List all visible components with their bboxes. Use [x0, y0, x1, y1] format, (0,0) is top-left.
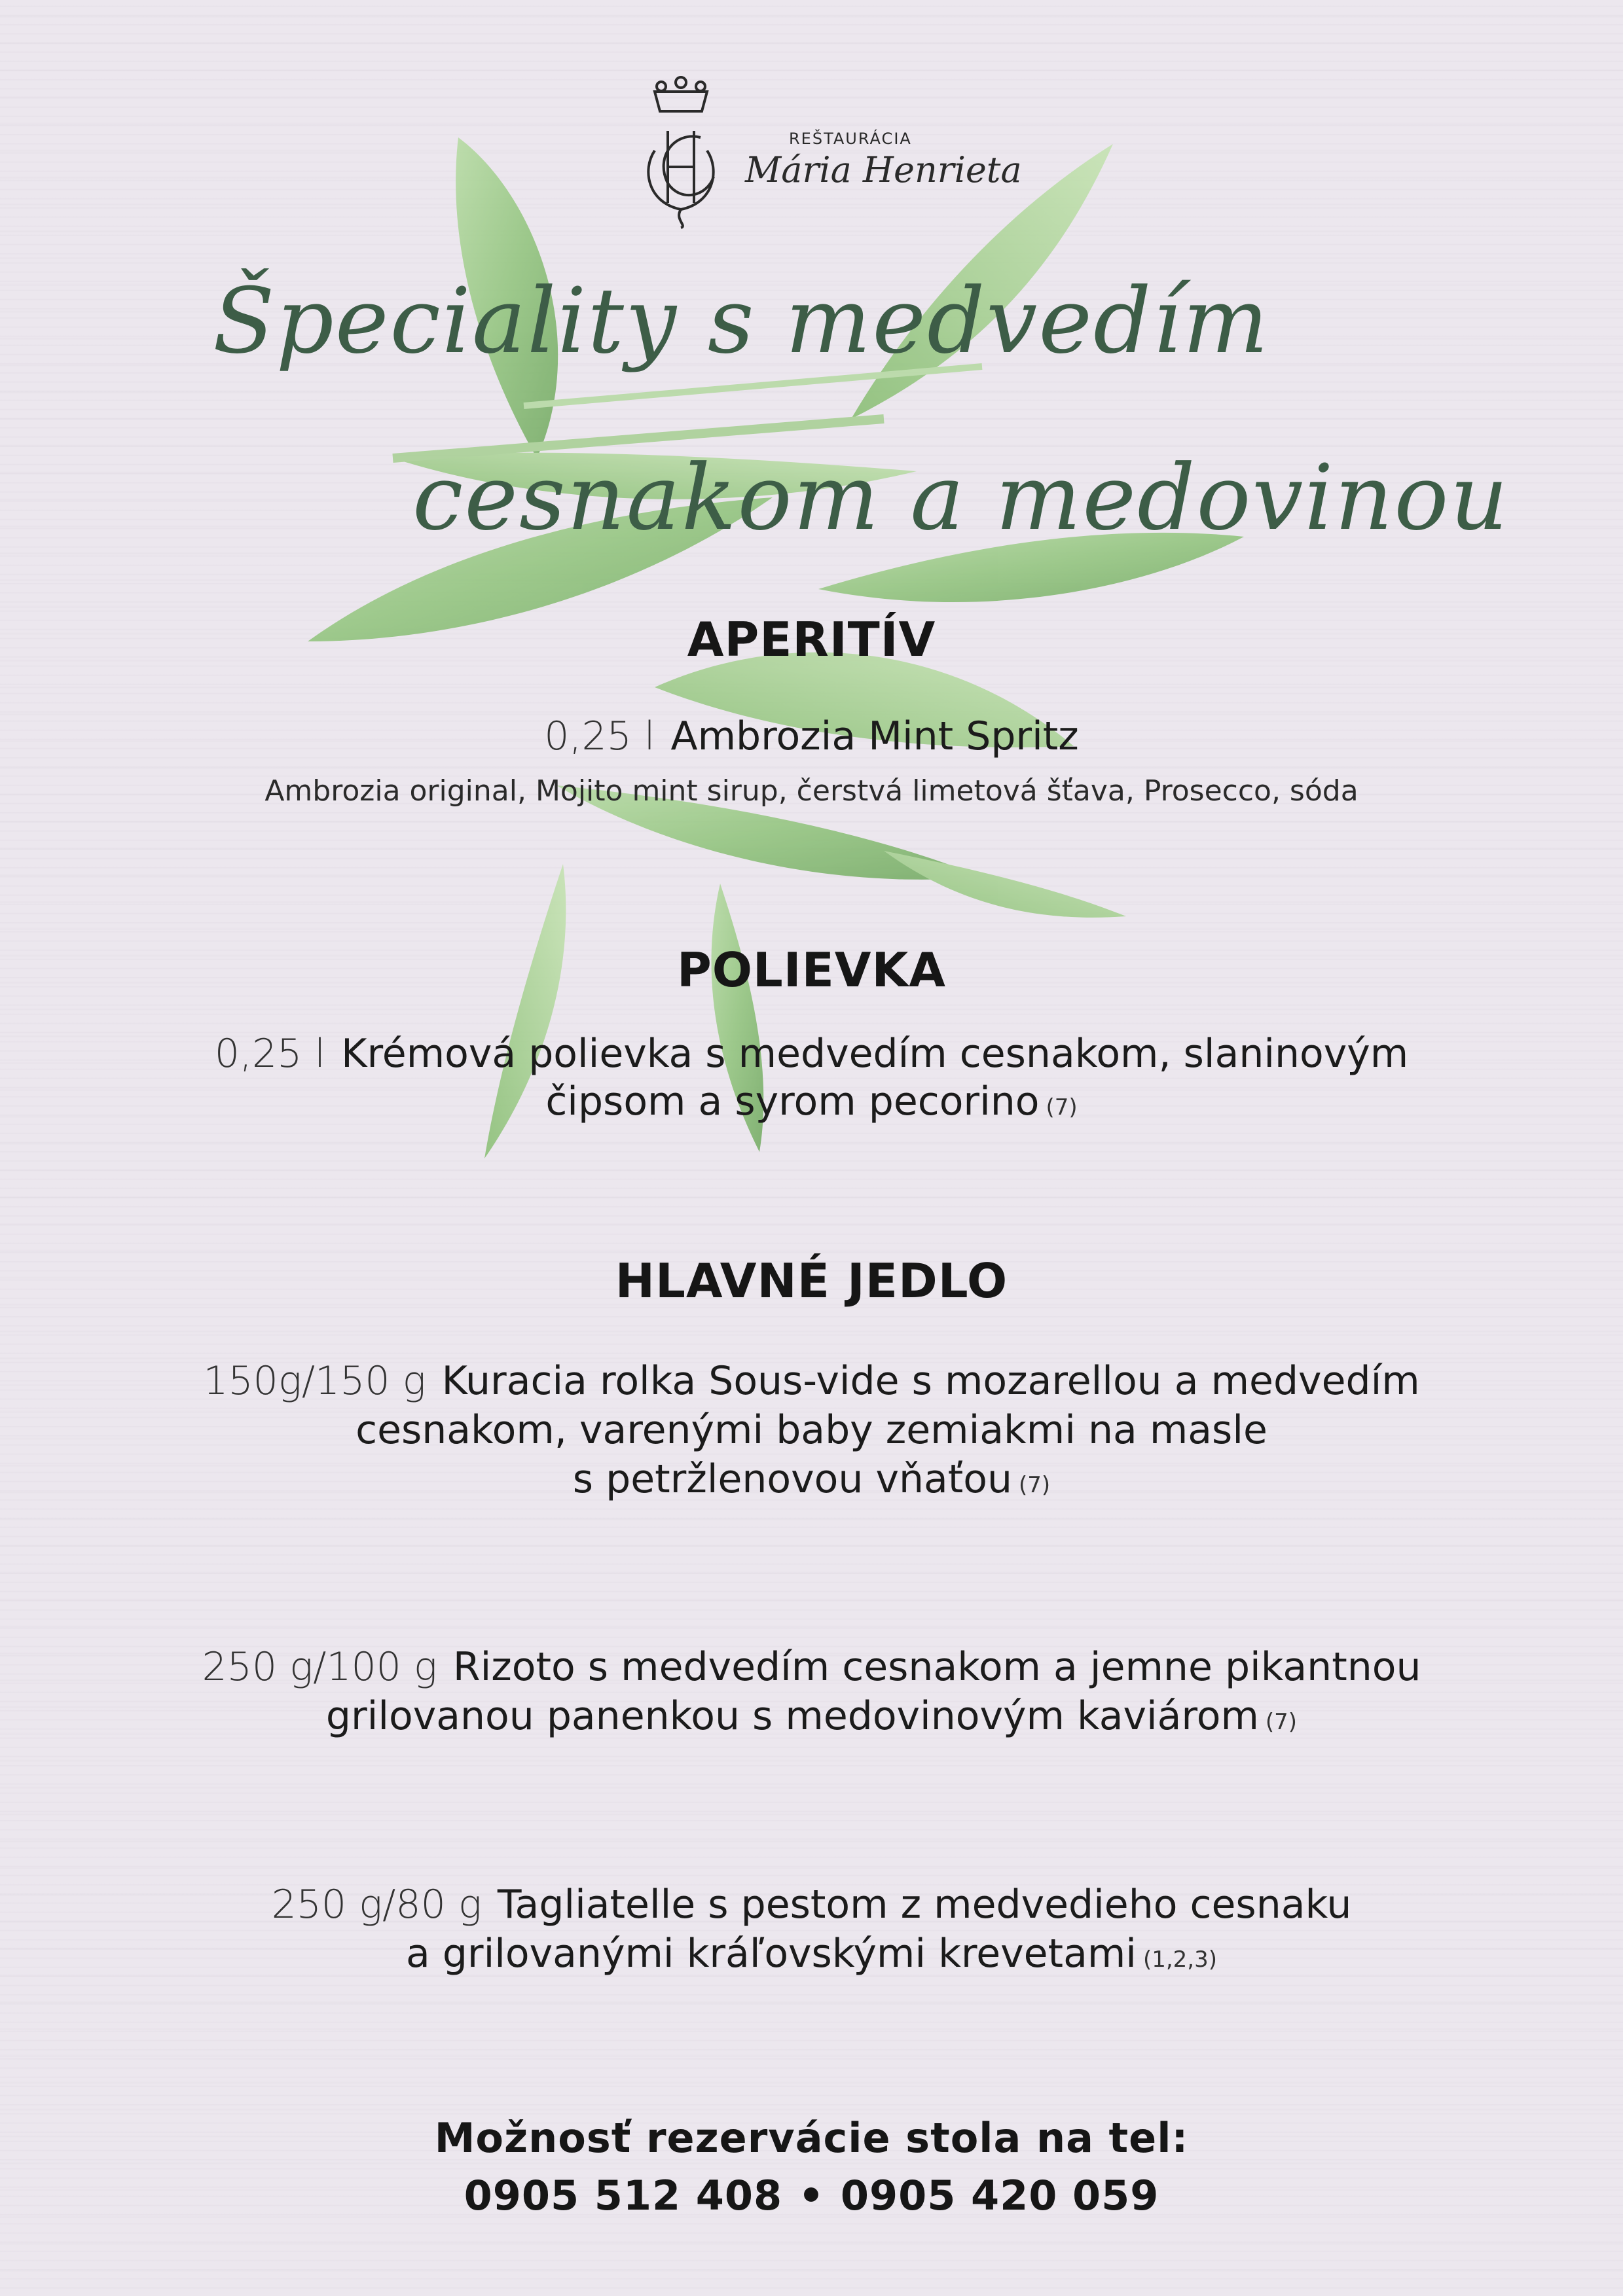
item-text: Rizoto s medvedím cesnakom a jemne pikantnou: [452, 1644, 1421, 1690]
main-item-1-line3: [0, 1456, 1623, 1502]
reservation-phones: [0, 2172, 1623, 2219]
allergen-codes: (7): [1265, 1709, 1298, 1735]
item-quantity: 250 g/80 g: [271, 1882, 482, 1928]
item-text: Krémová polievka s medvedím cesnakom, slaninovým: [341, 1031, 1409, 1077]
polievka-item-line2: [0, 1079, 1623, 1124]
item-name: Ambrozia Mint Spritz: [670, 713, 1079, 759]
aperitiv-item: [0, 713, 1623, 759]
main-item-3-line2: [0, 1931, 1623, 1977]
phone-separator: •: [798, 2172, 825, 2219]
item-text: čipsom a syrom pecorino: [545, 1079, 1040, 1124]
item-text: a grilovanými kráľovskými krevetami: [406, 1931, 1137, 1977]
item-text: Kuracia rolka Sous-vide s mozarellou a medvedím: [441, 1358, 1420, 1404]
item-quantity: 250 g/100 g: [202, 1644, 437, 1690]
logo-name: Mária Henrieta: [745, 149, 1022, 190]
item-quantity: 150g/150 g: [203, 1358, 426, 1404]
section-heading-aperitiv: APERITÍV: [687, 612, 936, 667]
main-item-2-line2: [0, 1693, 1623, 1739]
page-title-line2: cesnakom a medovinou: [412, 445, 1510, 550]
aperitiv-description: Ambrozia original, Mojito mint sirup, čerstvá limetová šťava, Prosecco, sóda: [264, 774, 1359, 808]
restaurant-logo: [629, 72, 1061, 229]
allergen-codes: (1,2,3): [1142, 1946, 1217, 1973]
main-item-3-line1: [0, 1882, 1623, 1928]
allergen-codes: (7): [1019, 1472, 1051, 1498]
main-item-1-line1: [0, 1358, 1623, 1404]
logo-subtitle: REŠTAURÁCIA: [789, 130, 912, 148]
section-heading-polievka: POLIEVKA: [676, 942, 947, 997]
item-quantity: 0,25 l: [214, 1031, 326, 1077]
phone-number-1[interactable]: 0905 512 408: [464, 2172, 783, 2219]
monogram-crest-icon: [629, 72, 733, 229]
phone-number-2[interactable]: 0905 420 059: [840, 2172, 1159, 2219]
item-text: s petržlenovou vňaťou: [572, 1456, 1013, 1502]
main-item-1-line2: cesnakom, varenými baby zemiakmi na masle: [356, 1407, 1267, 1453]
reservation-label: Možnosť rezervácie stola na tel:: [434, 2114, 1189, 2162]
item-text: grilovanou panenkou s medovinovým kaviárom: [325, 1693, 1259, 1739]
section-heading-hlavne-jedlo: HLAVNÉ JEDLO: [615, 1253, 1008, 1308]
polievka-item-line1: [0, 1031, 1623, 1077]
main-item-2-line1: [0, 1644, 1623, 1690]
allergen-codes: (7): [1046, 1094, 1078, 1121]
item-quantity: 0,25 l: [544, 713, 655, 759]
item-text: Tagliatelle s pestom z medvedieho cesnaku: [497, 1882, 1352, 1928]
page-title-line1: Špeciality s medvedím: [213, 268, 1270, 374]
leaf: [884, 851, 1126, 918]
